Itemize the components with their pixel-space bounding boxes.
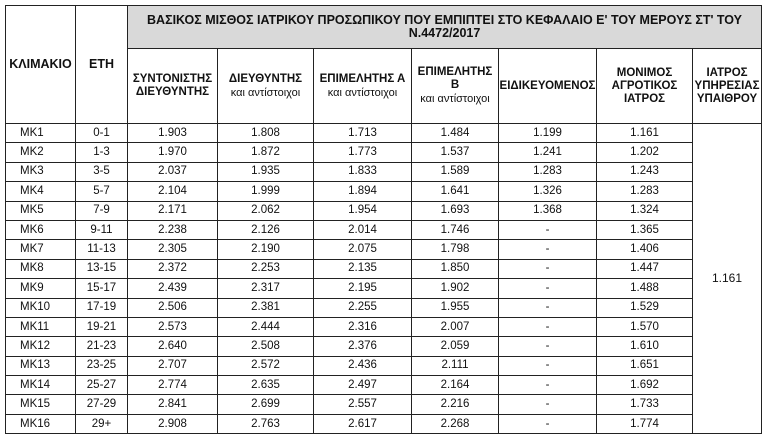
years-cell: 19-21 bbox=[76, 317, 128, 336]
salary-cell: - bbox=[499, 376, 597, 395]
salary-cell: 2.572 bbox=[218, 356, 314, 375]
column-header-2 bbox=[218, 49, 314, 124]
step-cell: ΜΚ16 bbox=[6, 414, 76, 433]
salary-cell: 1.283 bbox=[499, 162, 597, 181]
salary-table bbox=[5, 5, 762, 434]
salary-cell: - bbox=[499, 356, 597, 375]
salary-cell: 1.808 bbox=[218, 124, 314, 143]
salary-cell: - bbox=[499, 298, 597, 317]
years-cell: 9-11 bbox=[76, 220, 128, 239]
salary-cell: 1.161 bbox=[597, 124, 693, 143]
years-cell: 23-25 bbox=[76, 356, 128, 375]
salary-cell: 2.316 bbox=[314, 317, 412, 336]
salary-cell: 1.570 bbox=[597, 317, 693, 336]
salary-cell: 1.903 bbox=[128, 124, 218, 143]
salary-cell: 1.850 bbox=[412, 259, 499, 278]
table-row bbox=[6, 376, 762, 395]
years-cell: 29+ bbox=[76, 414, 128, 433]
salary-cell: 2.640 bbox=[128, 337, 218, 356]
salary-cell: 1.833 bbox=[314, 162, 412, 181]
years-cell: 3-5 bbox=[76, 162, 128, 181]
years-cell: 17-19 bbox=[76, 298, 128, 317]
salary-cell: 2.841 bbox=[128, 395, 218, 414]
column-header-title: ΕΙΔΙΚΕΥΟΜΕΝΟΣ bbox=[499, 79, 596, 92]
salary-cell: 1.326 bbox=[499, 182, 597, 201]
salary-cell: 1.610 bbox=[597, 337, 693, 356]
salary-cell: 2.075 bbox=[314, 240, 412, 259]
salary-cell: - bbox=[499, 279, 597, 298]
years-cell: 5-7 bbox=[76, 182, 128, 201]
salary-cell: 2.253 bbox=[218, 259, 314, 278]
table-row bbox=[6, 240, 762, 259]
salary-cell: 1.954 bbox=[314, 201, 412, 220]
salary-cell: 1.713 bbox=[314, 124, 412, 143]
step-cell: ΜΚ12 bbox=[6, 337, 76, 356]
salary-cell: 2.268 bbox=[412, 414, 499, 433]
salary-cell: 1.935 bbox=[218, 162, 314, 181]
salary-cell: 2.908 bbox=[128, 414, 218, 433]
salary-cell: 1.872 bbox=[218, 143, 314, 162]
salary-cell: 1.902 bbox=[412, 279, 499, 298]
salary-cell: 1.970 bbox=[128, 143, 218, 162]
salary-cell: 1.368 bbox=[499, 201, 597, 220]
salary-cell: - bbox=[499, 240, 597, 259]
salary-cell: 1.589 bbox=[412, 162, 499, 181]
salary-cell: 2.305 bbox=[128, 240, 218, 259]
table-row bbox=[6, 414, 762, 433]
salary-cell: 2.763 bbox=[218, 414, 314, 433]
salary-cell: 2.062 bbox=[218, 201, 314, 220]
salary-cell: 2.135 bbox=[314, 259, 412, 278]
step-cell: ΜΚ4 bbox=[6, 182, 76, 201]
table-row bbox=[6, 395, 762, 414]
salary-cell: 2.007 bbox=[412, 317, 499, 336]
salary-cell: 2.171 bbox=[128, 201, 218, 220]
salary-cell: 2.014 bbox=[314, 220, 412, 239]
salary-cell: 2.635 bbox=[218, 376, 314, 395]
years-cell: 13-15 bbox=[76, 259, 128, 278]
step-cell: ΜΚ1 bbox=[6, 124, 76, 143]
salary-cell: 1.406 bbox=[597, 240, 693, 259]
header-step: ΚΛΙΜΑΚΙΟ bbox=[6, 6, 76, 124]
table-row bbox=[6, 317, 762, 336]
salary-cell: 1.365 bbox=[597, 220, 693, 239]
salary-cell: 1.447 bbox=[597, 259, 693, 278]
salary-cell: 2.111 bbox=[412, 356, 499, 375]
salary-cell: 2.557 bbox=[314, 395, 412, 414]
column-header-1 bbox=[128, 49, 218, 124]
years-cell: 21-23 bbox=[76, 337, 128, 356]
salary-cell: 1.283 bbox=[597, 182, 693, 201]
years-cell: 27-29 bbox=[76, 395, 128, 414]
column-header-3 bbox=[314, 49, 412, 124]
column-header-7 bbox=[693, 49, 762, 124]
salary-cell: 1.202 bbox=[597, 143, 693, 162]
table-row bbox=[6, 259, 762, 278]
years-cell: 1-3 bbox=[76, 143, 128, 162]
salary-cell: 1.746 bbox=[412, 220, 499, 239]
step-cell: ΜΚ8 bbox=[6, 259, 76, 278]
column-header-6 bbox=[597, 49, 693, 124]
salary-cell: 1.324 bbox=[597, 201, 693, 220]
salary-cell: 2.126 bbox=[218, 220, 314, 239]
salary-cell: 2.195 bbox=[314, 279, 412, 298]
years-cell: 7-9 bbox=[76, 201, 128, 220]
table-row bbox=[6, 143, 762, 162]
salary-cell: 1.774 bbox=[597, 414, 693, 433]
table-row bbox=[6, 124, 762, 143]
salary-cell: 1.484 bbox=[412, 124, 499, 143]
salary-cell: 1.537 bbox=[412, 143, 499, 162]
step-cell: ΜΚ11 bbox=[6, 317, 76, 336]
salary-cell: 1.651 bbox=[597, 356, 693, 375]
step-cell: ΜΚ10 bbox=[6, 298, 76, 317]
step-cell: ΜΚ5 bbox=[6, 201, 76, 220]
years-cell: 11-13 bbox=[76, 240, 128, 259]
table-row bbox=[6, 201, 762, 220]
salary-cell: 2.617 bbox=[314, 414, 412, 433]
years-cell: 0-1 bbox=[76, 124, 128, 143]
salary-cell: 1.692 bbox=[597, 376, 693, 395]
table-row bbox=[6, 279, 762, 298]
years-cell: 25-27 bbox=[76, 376, 128, 395]
salary-cell: 2.190 bbox=[218, 240, 314, 259]
column-header-note: και αντίστοιχοι bbox=[420, 93, 490, 105]
salary-cell: 2.238 bbox=[128, 220, 218, 239]
column-header-note: και αντίστοιχοι bbox=[327, 86, 398, 99]
column-header-title: ΙΑΤΡΟΣ ΥΠΗΡΕΣΙΑΣ ΥΠΑΙΘΡΟΥ bbox=[694, 66, 760, 105]
step-cell: ΜΚ7 bbox=[6, 240, 76, 259]
salary-cell: - bbox=[499, 414, 597, 433]
salary-cell: - bbox=[499, 220, 597, 239]
step-cell: ΜΚ3 bbox=[6, 162, 76, 181]
salary-cell: 2.707 bbox=[128, 356, 218, 375]
salary-cell: 1.773 bbox=[314, 143, 412, 162]
salary-cell: 2.436 bbox=[314, 356, 412, 375]
salary-cell: - bbox=[499, 337, 597, 356]
salary-table-container bbox=[5, 5, 761, 434]
salary-cell: 2.573 bbox=[128, 317, 218, 336]
years-cell: 15-17 bbox=[76, 279, 128, 298]
step-cell: ΜΚ2 bbox=[6, 143, 76, 162]
salary-cell: 2.372 bbox=[128, 259, 218, 278]
rural-doctor-salary-cell: 1.161 bbox=[693, 124, 762, 434]
salary-cell: 2.439 bbox=[128, 279, 218, 298]
salary-cell: 1.529 bbox=[597, 298, 693, 317]
salary-cell: 2.506 bbox=[128, 298, 218, 317]
salary-cell: 2.381 bbox=[218, 298, 314, 317]
salary-cell: 1.798 bbox=[412, 240, 499, 259]
salary-cell: 2.037 bbox=[128, 162, 218, 181]
salary-cell: 2.059 bbox=[412, 337, 499, 356]
table-row bbox=[6, 298, 762, 317]
salary-cell: 2.508 bbox=[218, 337, 314, 356]
salary-cell: 1.693 bbox=[412, 201, 499, 220]
column-header-title: ΕΠΙΜΕΛΗΤΗΣ Α bbox=[319, 72, 406, 85]
column-header-title: ΣΥΝΤΟΝΙΣΤΗΣ ΔΙΕΥΘΥΝΤΗΣ bbox=[132, 73, 213, 98]
salary-cell: 2.497 bbox=[314, 376, 412, 395]
step-cell: ΜΚ14 bbox=[6, 376, 76, 395]
salary-cell: 1.955 bbox=[412, 298, 499, 317]
column-header-title: ΔΙΕΥΘΥΝΤΗΣ bbox=[228, 72, 303, 85]
salary-cell: 2.104 bbox=[128, 182, 218, 201]
salary-cell: 2.774 bbox=[128, 376, 218, 395]
column-header-note: και αντίστοιχοι bbox=[230, 86, 301, 99]
column-header-title: ΕΠΙΜΕΛΗΤΗΣ Β bbox=[417, 66, 493, 91]
column-header-4 bbox=[412, 49, 499, 124]
salary-cell: 1.894 bbox=[314, 182, 412, 201]
salary-cell: 2.255 bbox=[314, 298, 412, 317]
table-row bbox=[6, 182, 762, 201]
salary-cell: - bbox=[499, 317, 597, 336]
salary-cell: 1.488 bbox=[597, 279, 693, 298]
salary-cell: 1.241 bbox=[499, 143, 597, 162]
salary-cell: - bbox=[499, 395, 597, 414]
salary-cell: 2.444 bbox=[218, 317, 314, 336]
header-years: ΕΤΗ bbox=[76, 6, 128, 124]
salary-cell: - bbox=[499, 259, 597, 278]
salary-cell: 1.999 bbox=[218, 182, 314, 201]
table-row bbox=[6, 356, 762, 375]
column-header-title: ΜΟΝΙΜΟΣ ΑΓΡΟΤΙΚΟΣ ΙΑΤΡΟΣ bbox=[611, 66, 678, 105]
salary-cell: 2.317 bbox=[218, 279, 314, 298]
salary-cell: 1.199 bbox=[499, 124, 597, 143]
salary-cell: 2.699 bbox=[218, 395, 314, 414]
salary-cell: 2.216 bbox=[412, 395, 499, 414]
salary-cell: 2.376 bbox=[314, 337, 412, 356]
salary-cell: 1.733 bbox=[597, 395, 693, 414]
table-title: ΒΑΣΙΚΟΣ ΜΙΣΘΟΣ ΙΑΤΡΙΚΟΥ ΠΡΟΣΩΠΙΚΟΥ ΠΟΥ ΕΜΠΙΠΤΕΙ ΣΤΟ ΚΕΦΑΛΑΙΟ Ε' ΤΟΥ ΜΕΡΟΥΣ ΣΤ' ΤΟΥ Ν.4472/2017 bbox=[128, 6, 762, 49]
table-row bbox=[6, 337, 762, 356]
step-cell: ΜΚ6 bbox=[6, 220, 76, 239]
salary-cell: 1.243 bbox=[597, 162, 693, 181]
step-cell: ΜΚ13 bbox=[6, 356, 76, 375]
table-row bbox=[6, 220, 762, 239]
salary-cell: 2.164 bbox=[412, 376, 499, 395]
table-row bbox=[6, 162, 762, 181]
salary-cell: 1.641 bbox=[412, 182, 499, 201]
step-cell: ΜΚ9 bbox=[6, 279, 76, 298]
column-header-5 bbox=[499, 49, 597, 124]
step-cell: ΜΚ15 bbox=[6, 395, 76, 414]
